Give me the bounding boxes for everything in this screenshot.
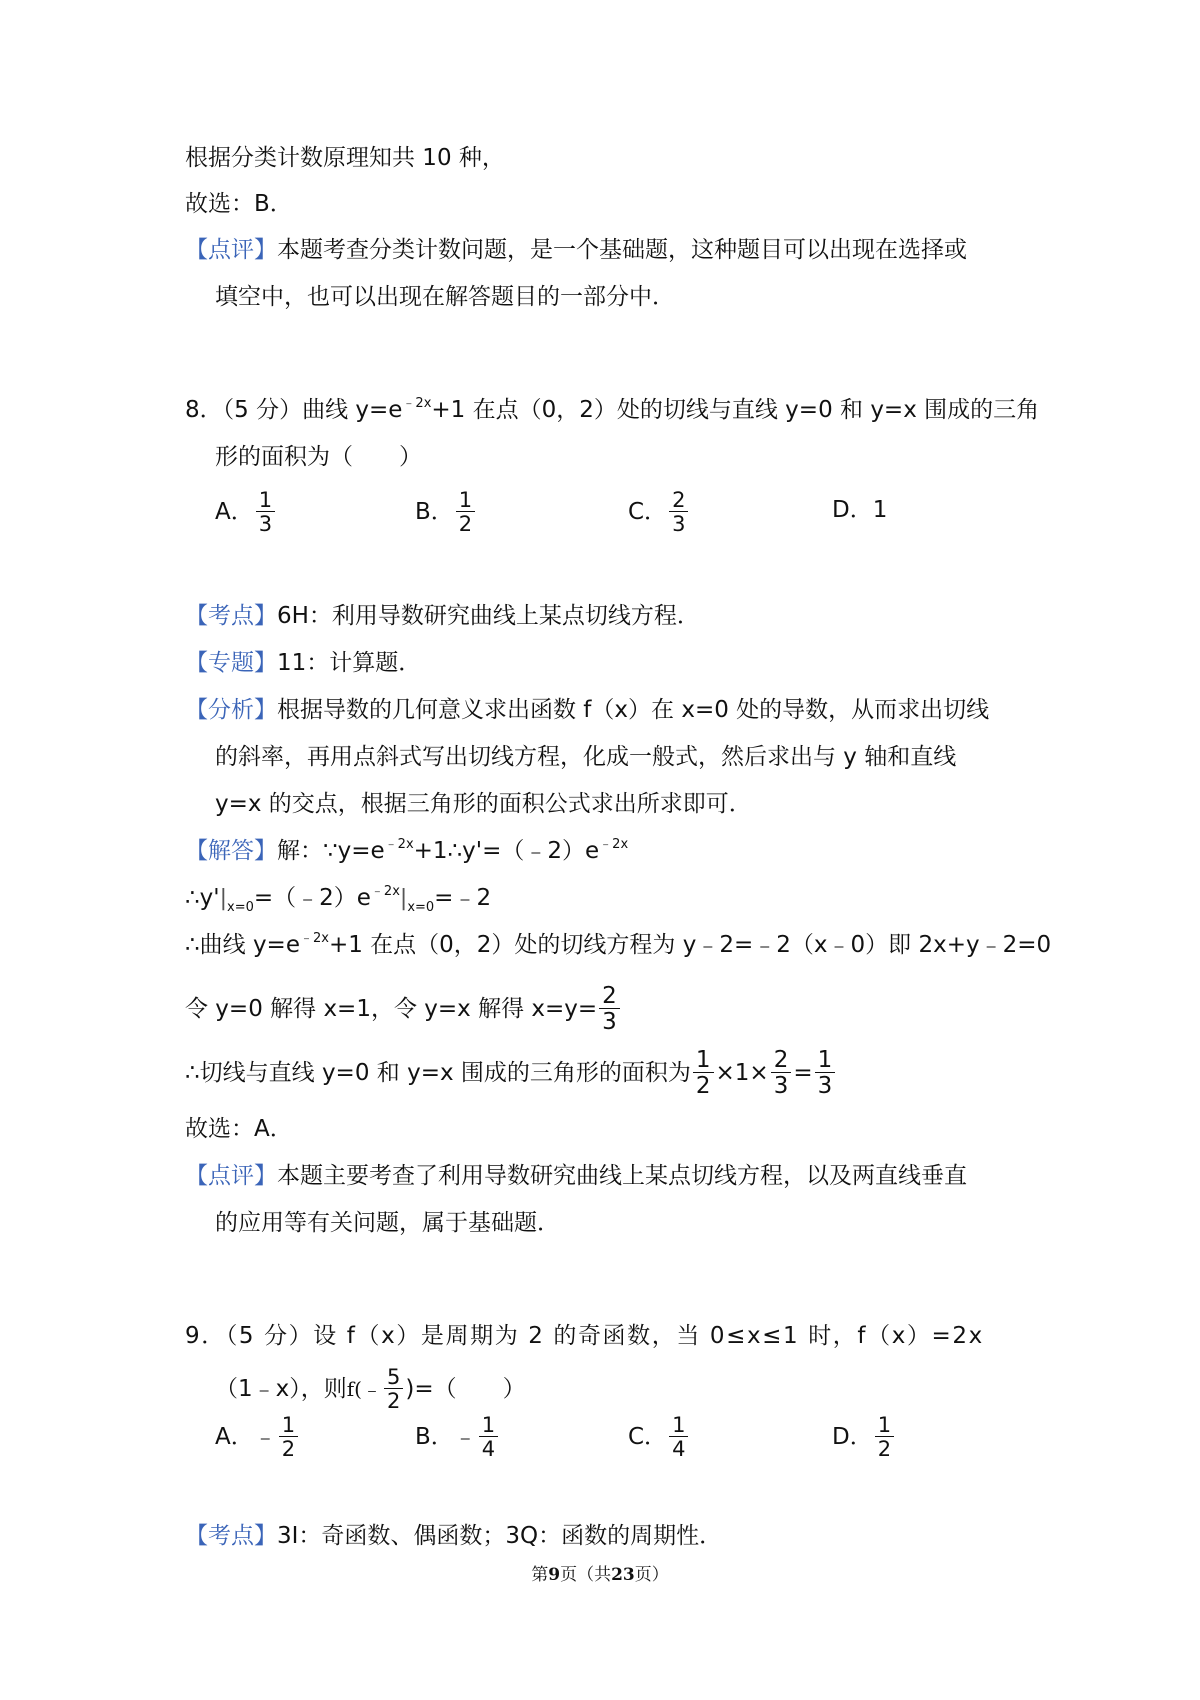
option-label: A． — [215, 1424, 254, 1450]
kaodian-text: 3I：奇函数、偶函数；3Q：函数的周期性． — [277, 1523, 723, 1549]
review-line — [185, 234, 967, 266]
solution-text: =﹣2 — [434, 885, 492, 911]
zhuanti-text: 11：计算题． — [277, 650, 422, 676]
solution-step-3 — [185, 929, 1051, 961]
solution-text: = — [793, 1060, 813, 1086]
subscript: x=0 — [407, 900, 435, 915]
option-b — [415, 490, 477, 535]
page-footer: 第9页（共23页） — [531, 1565, 669, 1585]
answer-line: 故选：A． — [185, 1116, 293, 1142]
solution-text: 解：∵y=e — [277, 838, 385, 864]
exponent: ﹣2x — [402, 396, 432, 411]
fenxi-line-3: y=x 的交点，根据三角形的面积公式求出所求即可． — [215, 791, 752, 817]
solution-step-5 — [185, 1049, 837, 1098]
kaodian-tag: 【考点】 — [185, 1523, 277, 1549]
stem-text: )=（ ） — [405, 1376, 526, 1402]
exponent: ﹣2x — [299, 931, 329, 946]
option-label: D． — [832, 1424, 873, 1450]
fraction: $\frac{1}{2}$ — [456, 490, 475, 535]
option-a — [215, 1415, 300, 1460]
jieda-tag: 【解答】 — [185, 838, 277, 864]
fraction: $\frac{1}{4}$ — [479, 1415, 498, 1460]
option-label: C． — [628, 1424, 668, 1450]
option-a — [215, 490, 277, 535]
page-number: 9 — [548, 1565, 561, 1585]
fenxi-line-2: 的斜率，再用点斜式写出切线方程，化成一般式，然后求出与 y 轴和直线 — [215, 744, 957, 770]
fraction: $\frac{1}{2}$ — [693, 1049, 714, 1098]
option-label: B． — [415, 1424, 454, 1450]
fenxi-tag: 【分析】 — [185, 697, 277, 723]
option-c — [628, 490, 690, 535]
review-line-2: 的应用等有关问题，属于基础题． — [215, 1210, 560, 1236]
review-text: 本题主要考查了利用导数研究曲线上某点切线方程，以及两直线垂直 — [277, 1163, 967, 1189]
stem-text: +1 在点（0，2）处的切线与直线 y=0 和 y=x 围成的三角 — [431, 397, 1040, 423]
review-line — [185, 1160, 967, 1192]
fraction: $\frac{2}{3}$ — [669, 490, 688, 535]
jieda-line — [185, 835, 628, 867]
fraction: $\frac{5}{2}$ — [384, 1367, 403, 1412]
exponent: ﹣2x — [599, 837, 629, 852]
question-8-stem-2: 形的面积为（ ） — [215, 444, 422, 470]
fenxi-line — [185, 694, 989, 726]
fenxi-text: 根据导数的几何意义求出函数 f（x）在 x=0 处的导数，从而求出切线 — [277, 697, 990, 723]
eval-bar: | — [399, 886, 408, 911]
fraction: $\frac{1}{2}$ — [279, 1415, 298, 1460]
solution-step-4 — [185, 985, 622, 1034]
eval-bar: | — [219, 886, 227, 911]
solution-text: ∴曲线 y=e — [185, 932, 300, 958]
fraction: $\frac{1}{2}$ — [875, 1415, 894, 1460]
option-label: B． — [415, 499, 454, 525]
option-label: D． — [832, 497, 873, 523]
kaodian-line — [185, 1520, 722, 1552]
solution-text: ∴切线与直线 y=0 和 y=x 围成的三角形的面积为 — [185, 1060, 691, 1086]
option-b — [415, 1415, 500, 1460]
solution-text: ×1× — [715, 1060, 769, 1086]
review-line-2: 填空中，也可以出现在解答题目的一部分中． — [215, 284, 675, 310]
option-label: C． — [628, 499, 668, 525]
exponent: ﹣2x — [384, 837, 414, 852]
zhuanti-line — [185, 647, 421, 679]
page-total: 23 — [611, 1565, 635, 1585]
solution-text: ∴y' — [185, 885, 220, 911]
question-9-stem: 9．（5 分）设 f（x）是周期为 2 的奇函数，当 0≤x≤1 时，f（x）=2x — [185, 1323, 984, 1349]
option-d — [832, 494, 887, 526]
kaodian-line — [185, 600, 700, 632]
review-tag: 【点评】 — [185, 1163, 277, 1189]
solution-step-2 — [185, 882, 491, 915]
option-sign: ﹣ — [453, 1424, 477, 1450]
stem-text: f(﹣ — [346, 1377, 382, 1401]
fraction: $\frac{1}{3}$ — [256, 490, 275, 535]
option-d — [832, 1415, 896, 1460]
text-line: 根据分类计数原理知共 10 种， — [185, 145, 505, 171]
question-8-stem — [185, 394, 1039, 426]
zhuanti-tag: 【专题】 — [185, 650, 277, 676]
stem-text: 8．（5 分）曲线 y=e — [185, 397, 403, 423]
solution-text: +1∴y'=（﹣2）e — [413, 838, 600, 864]
fraction: $\frac{1}{3}$ — [815, 1049, 836, 1098]
fraction: $\frac{2}{3}$ — [599, 985, 620, 1034]
kaodian-tag: 【考点】 — [185, 603, 277, 629]
fraction: $\frac{2}{3}$ — [771, 1049, 792, 1098]
option-label: A． — [215, 499, 254, 525]
subscript: x=0 — [227, 900, 254, 915]
solution-text: +1 在点（0，2）处的切线方程为 y﹣2=﹣2（x﹣0）即 2x+y﹣2=0 — [328, 932, 1052, 958]
review-tag: 【点评】 — [185, 237, 277, 263]
kaodian-text: 6H：利用导数研究曲线上某点切线方程． — [277, 603, 700, 629]
answer-line: 故选：B． — [185, 191, 293, 217]
solution-text: =（﹣2）e — [253, 885, 371, 911]
exponent: ﹣2x — [370, 884, 400, 899]
question-9-stem-2 — [215, 1367, 526, 1412]
review-text: 本题考查分类计数问题，是一个基础题，这种题目可以出现在选择或 — [277, 237, 967, 263]
option-c — [628, 1415, 690, 1460]
option-value: 1 — [872, 497, 888, 523]
solution-text: 令 y=0 解得 x=1，令 y=x 解得 x=y= — [185, 996, 598, 1022]
fraction: $\frac{1}{4}$ — [669, 1415, 688, 1460]
stem-text: （1﹣x），则 — [215, 1376, 347, 1402]
option-sign: ﹣ — [253, 1424, 277, 1450]
